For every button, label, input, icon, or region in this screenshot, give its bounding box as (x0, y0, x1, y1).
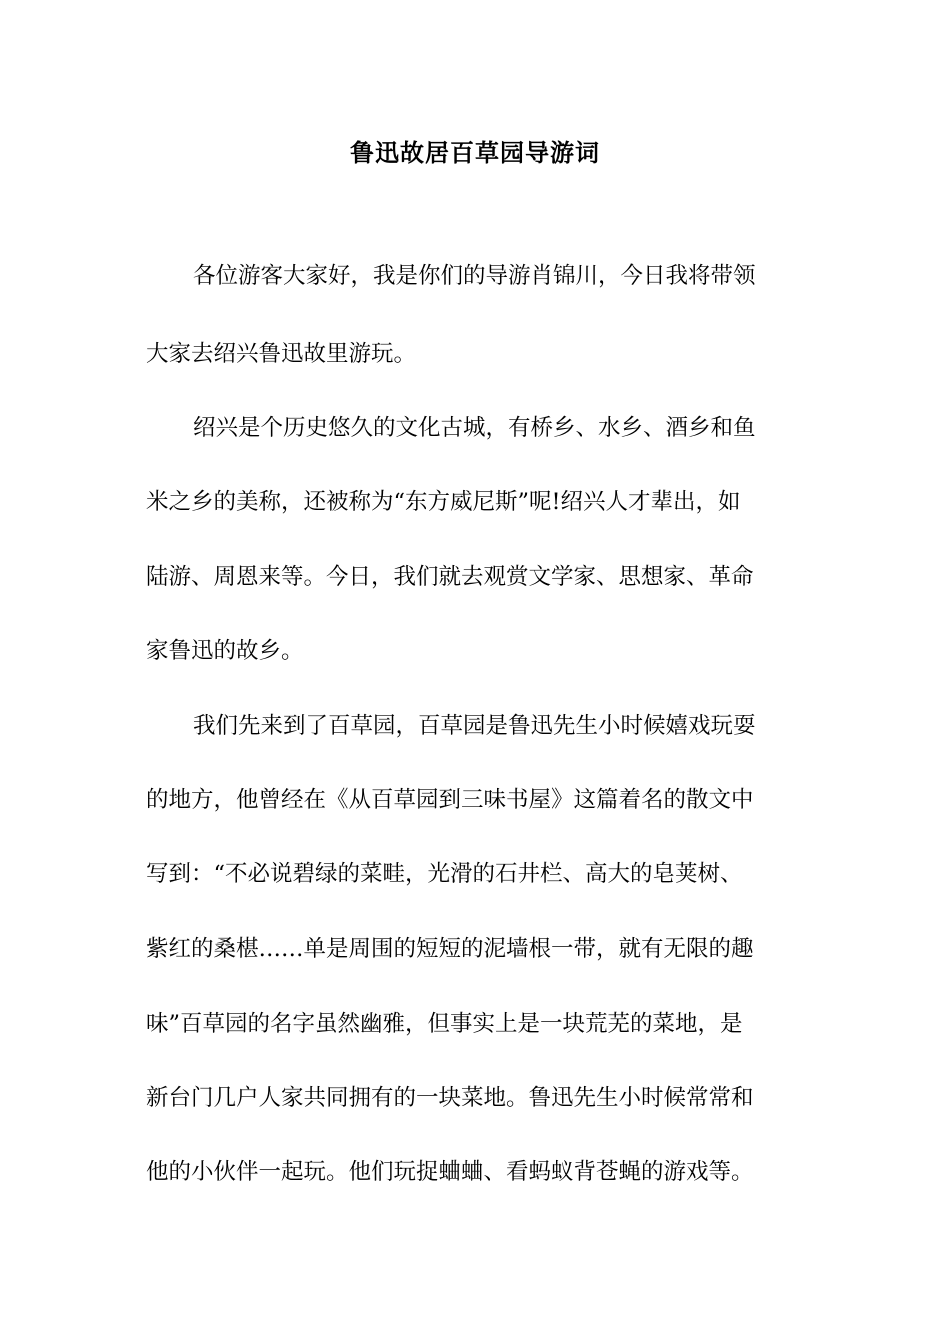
paragraph-3-line-3: 写到：“不必说碧绿的菜畦，光滑的石井栏、高大的皂荚树、 (146, 861, 743, 887)
paragraph-3-line-6: 新台门几户人家共同拥有的一块菜地。鲁迅先生小时候常常和 (146, 1085, 754, 1111)
paragraph-2-line-1: 绍兴是个历史悠久的文化古城，有桥乡、水乡、酒乡和鱼 (193, 415, 756, 441)
paragraph-3-line-5: 味”百草园的名字虽然幽雅，但事实上是一块荒芜的菜地，是 (146, 1011, 743, 1037)
paragraph-2-line-2: 米之乡的美称，还被称为“东方威尼斯”呢!绍兴人才辈出，如 (146, 489, 741, 515)
paragraph-1-line-2: 大家去绍兴鲁迅故里游玩。 (146, 341, 417, 367)
paragraph-3-line-4: 紫红的桑椹……单是周围的短短的泥墙根一带，就有无限的趣 (146, 936, 754, 962)
paragraph-3-line-1: 我们先来到了百草园，百草园是鲁迅先生小时候嬉戏玩耍 (193, 713, 756, 739)
paragraph-2-line-3: 陆游、周恩来等。今日，我们就去观赏文学家、思想家、革命 (146, 564, 754, 590)
paragraph-3-line-2: 的地方，他曾经在《从百草园到三味书屋》这篇着名的散文中 (146, 787, 754, 813)
document-title: 鲁迅故居百草园导游词 (350, 138, 600, 167)
paragraph-3-line-7: 他的小伙伴一起玩。他们玩捉蛐蛐、看蚂蚁背苍蝇的游戏等。 (146, 1159, 754, 1185)
paragraph-2-line-4: 家鲁迅的故乡。 (146, 638, 304, 664)
paragraph-1-line-1: 各位游客大家好，我是你们的导游肖锦川，今日我将带领 (193, 263, 756, 289)
